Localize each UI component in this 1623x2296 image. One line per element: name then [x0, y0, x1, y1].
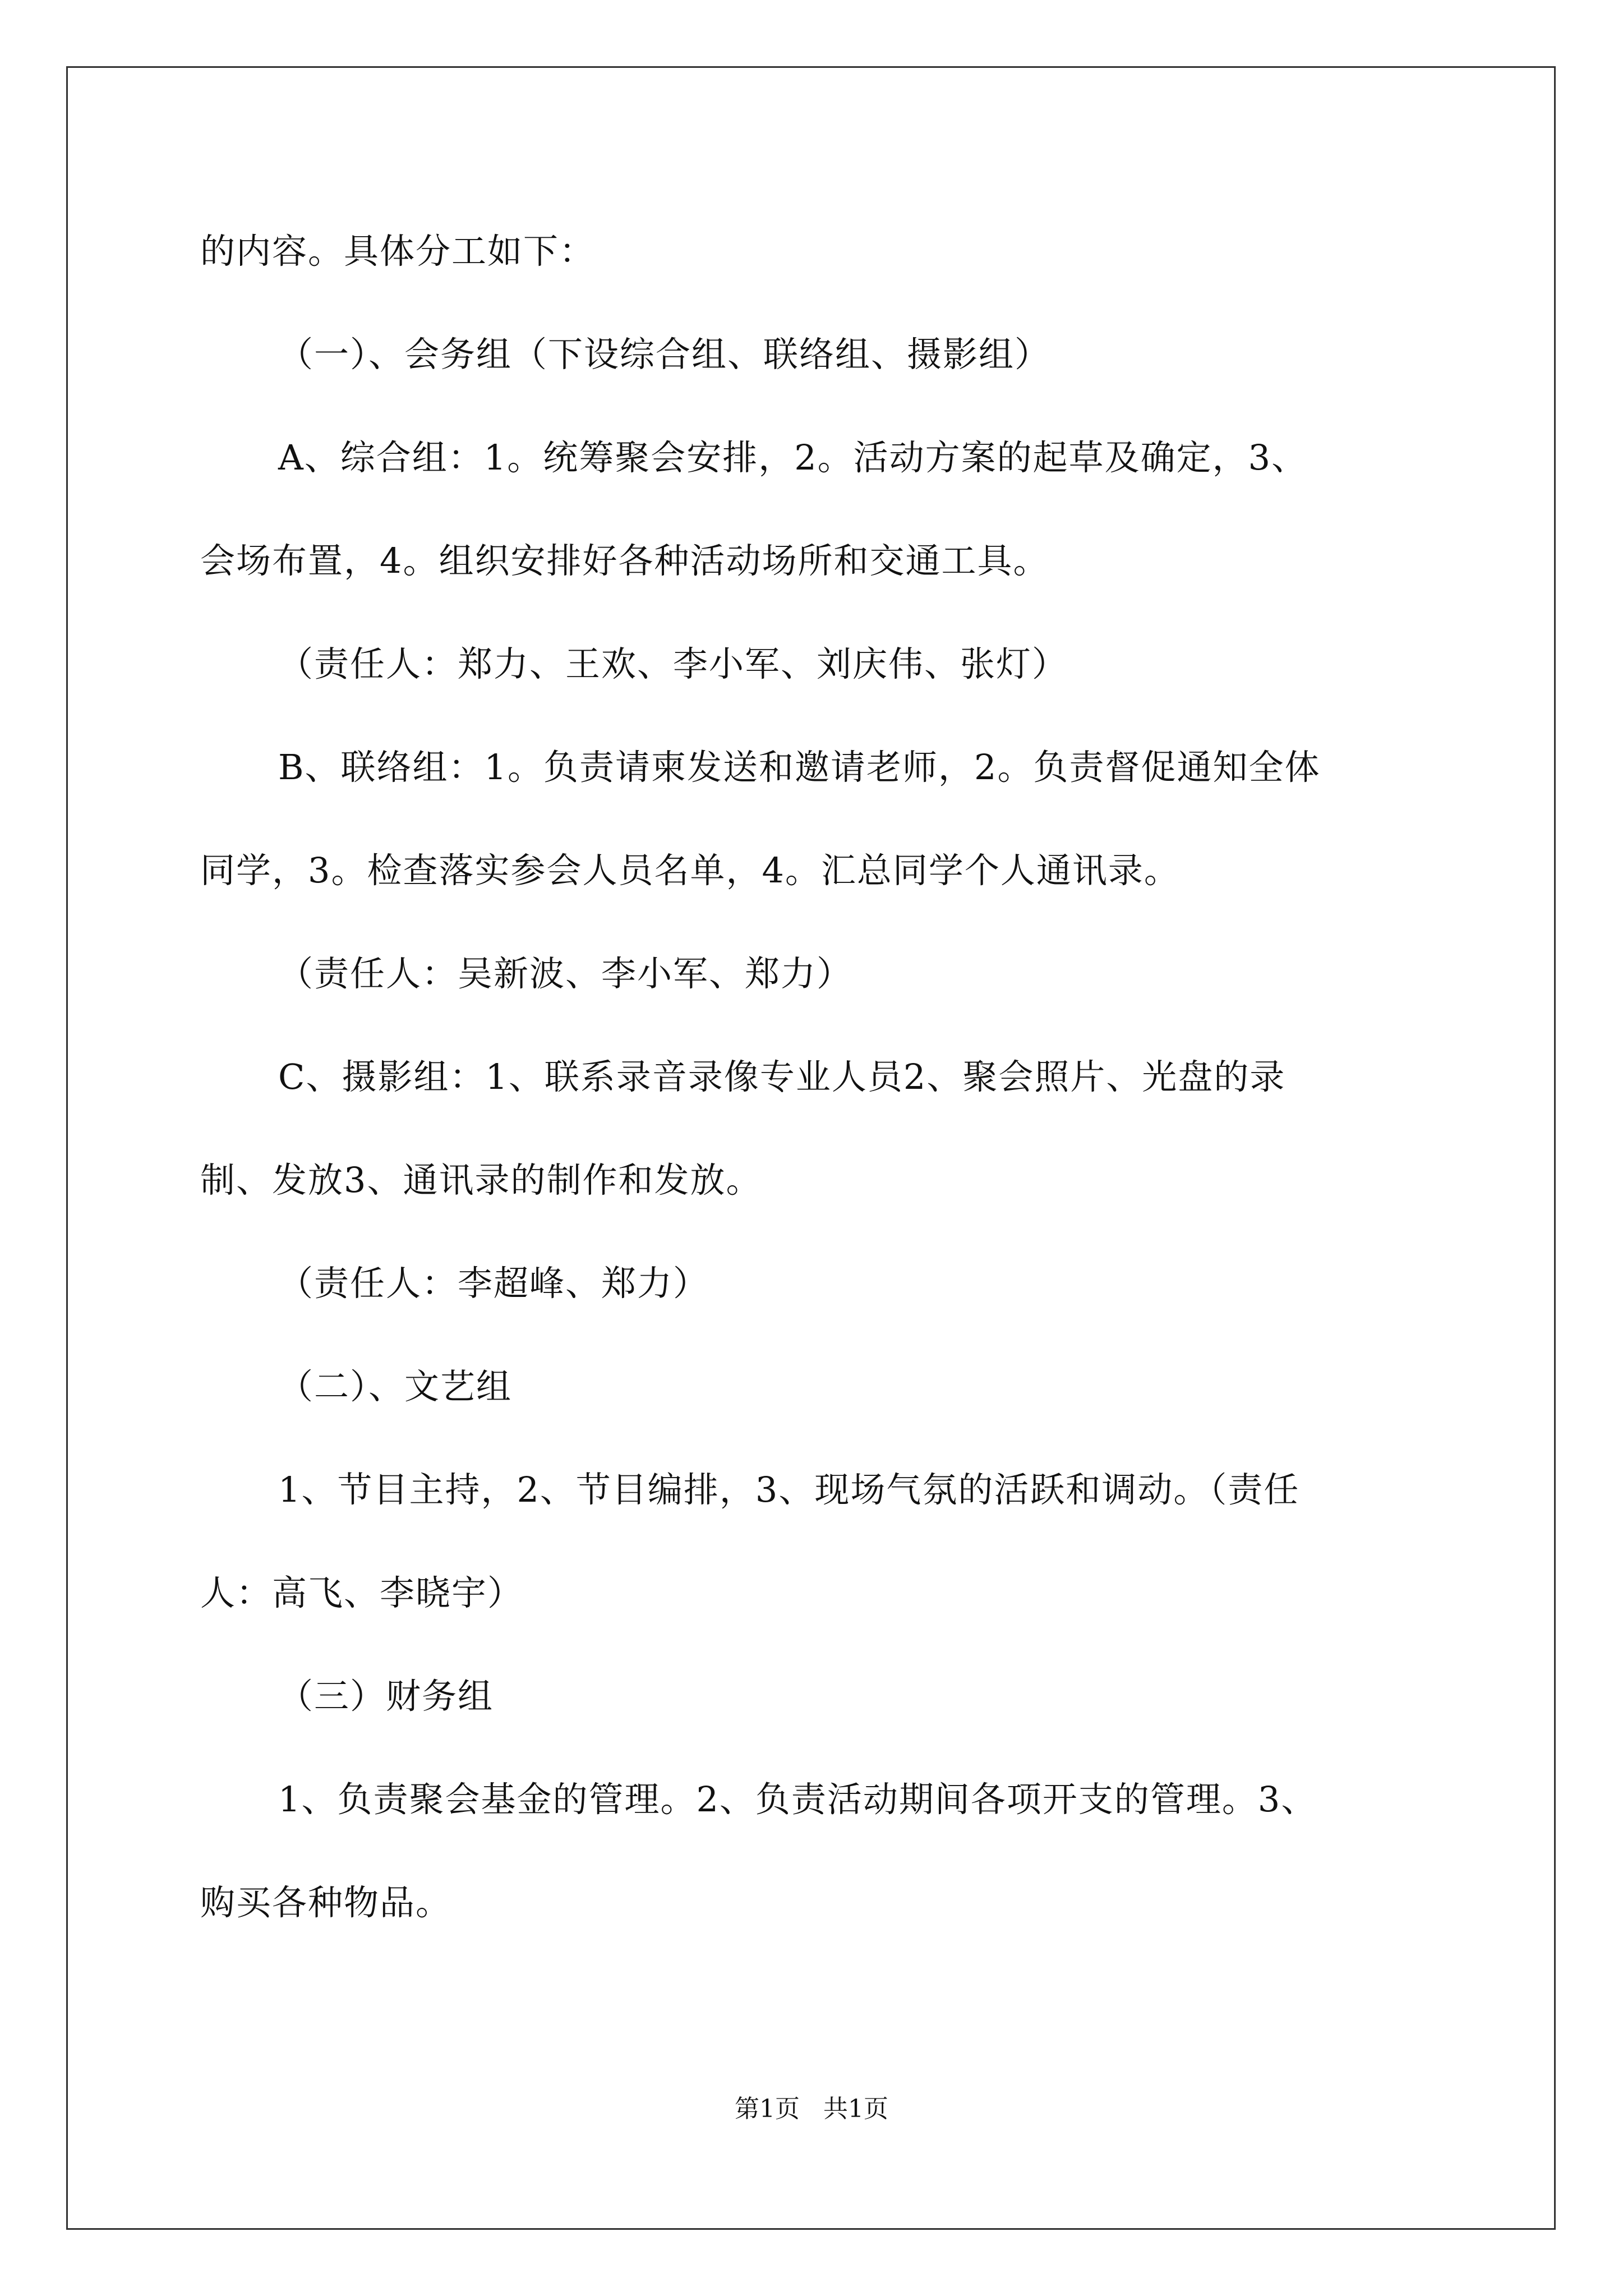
responsible-line-1: （责任人：郑力、王欢、李小军、刘庆伟、张灯） [278, 643, 1068, 684]
responsible-line-2: （责任人：吴新波、李小军、郑力） [278, 953, 853, 994]
text-line-6: B、联络组：1。负责请柬发送和邀请老师，2。负责督促通知全体 [278, 747, 1321, 788]
page-number-footer: 第1页 共1页 [735, 2095, 888, 2123]
text-line-10: 制、发放3、通讯录的制作和发放。 [200, 1159, 762, 1200]
text-line-4: 会场布置，4。组织安排好各种活动场所和交通工具。 [200, 540, 1049, 581]
text-line-1: 的内容。具体分工如下： [200, 231, 596, 272]
heading-arts-group: （二）、文艺组 [278, 1366, 513, 1407]
text-line-14: 人：高飞、李晓宇） [200, 1572, 524, 1613]
responsible-line-3: （责任人：李超峰、郑力） [278, 1263, 709, 1304]
text-line-7: 同学，3。检查落实参会人员名单，4。汇总同学个人通讯录。 [200, 850, 1180, 891]
heading-finance-group: （三）财务组 [278, 1676, 494, 1717]
text-line-16: 1、负责聚会基金的管理。2、负责活动期间各项开支的管理。3、 [278, 1779, 1317, 1820]
text-line-9: C、摄影组：1、联系录音录像专业人员2、聚会照片、光盘的录 [278, 1056, 1286, 1097]
text-line-17: 购买各种物品。 [200, 1882, 452, 1923]
heading-meeting-group: （一）、会务组（下设综合组、联络组、摄影组） [278, 334, 1051, 375]
text-line-13: 1、节目主持，2、节目编排，3、现场气氛的活跃和调动。（责任 [278, 1469, 1300, 1510]
text-line-3: A、综合组：1。统筹聚会安排，2。活动方案的起草及确定，3、 [278, 437, 1308, 478]
